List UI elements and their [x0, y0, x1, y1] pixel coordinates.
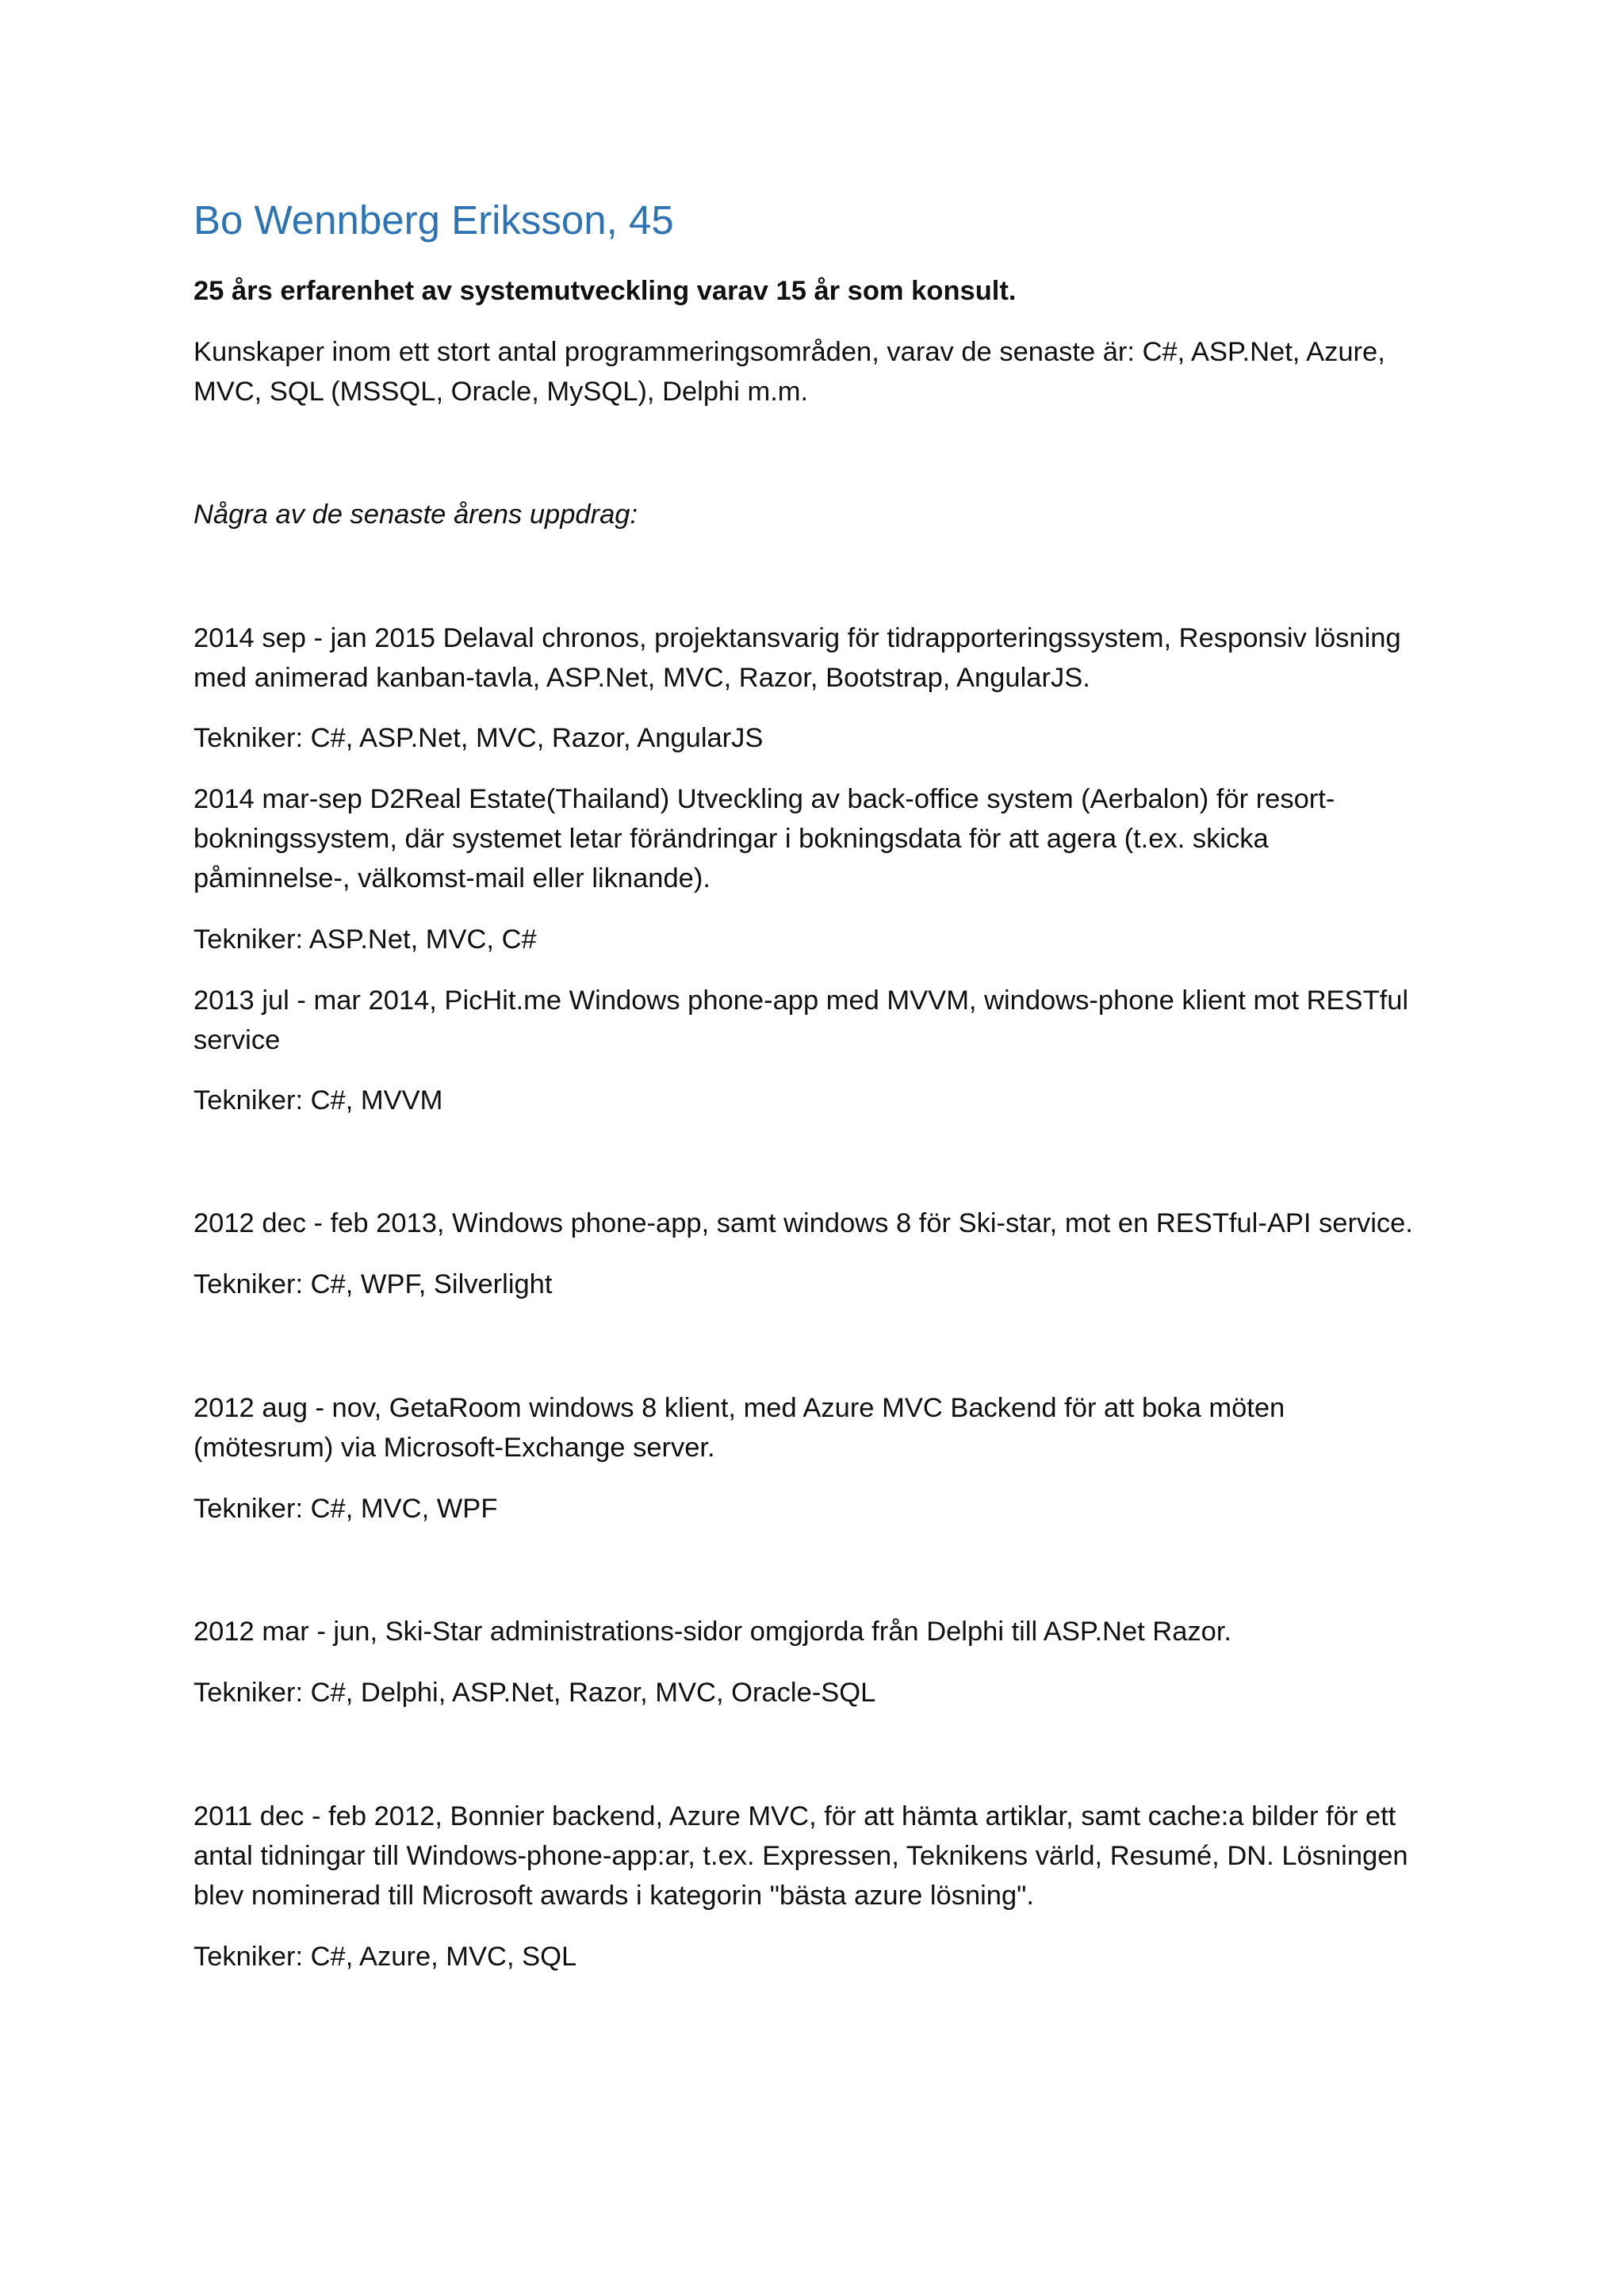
skills-line: MVC, SQL (MSSQL, Oracle, MySQL), Delphi m.m. [193, 377, 809, 407]
assignment-line: antal tidningar till Windows-phone-app:ar, t.ex. Expressen, Teknikens värld, Resumé, DN. Lösningen [193, 1841, 1408, 1871]
assignment-line: med animerad kanban-tavla, ASP.Net, MVC, Razor, Bootstrap, AngularJS. [193, 663, 1090, 693]
assignment-tech: Tekniker: C#, Delphi, ASP.Net, Razor, MVC, Oracle-SQL [193, 1678, 876, 1708]
assignment-tech: Tekniker: C#, MVVM [193, 1085, 443, 1115]
assignment-line: 2012 dec - feb 2013, Windows phone-app, samt windows 8 för Ski-star, mot en RESTful-API service. [193, 1208, 1413, 1238]
assignment-line: 2012 mar - jun, Ski-Star administrations-sidor omgjorda från Delphi till ASP.Net Razor. [193, 1617, 1232, 1647]
assignment-line: 2013 jul - mar 2014, PicHit.me Windows phone-app med MVVM, windows-phone klient mot RESTful [193, 985, 1409, 1016]
skills-line: Kunskaper inom ett stort antal programmeringsområden, varav de senaste är: C#, ASP.Net, Azure, [193, 337, 1385, 367]
assignment-line: (mötesrum) via Microsoft-Exchange server. [193, 1433, 715, 1463]
assignment-line: blev nominerad till Microsoft awards i kategorin "bästa azure lösning". [193, 1881, 1034, 1911]
assignment-line: service [193, 1025, 281, 1055]
assignment-line: påminnelse-, välkomst-mail eller liknande). [193, 863, 710, 894]
assignments-heading: Några av de senaste årens uppdrag: [193, 499, 638, 530]
assignment-tech: Tekniker: ASP.Net, MVC, C# [193, 924, 537, 955]
assignment-line: bokningssystem, där systemet letar förändringar i bokningsdata för att agera (t.ex. skicka [193, 824, 1269, 854]
page-title: Bo Wennberg Eriksson, 45 [193, 197, 674, 243]
assignment-line: 2011 dec - feb 2012, Bonnier backend, Azure MVC, för att hämta artiklar, samt cache:a bilder för ett [193, 1801, 1396, 1831]
assignment-line: 2014 mar-sep D2Real Estate(Thailand) Utveckling av back-office system (Aerbalon) för resort- [193, 784, 1335, 814]
assignment-line: 2014 sep - jan 2015 Delaval chronos, projektansvarig för tidrapporteringssystem, Responsiv lösning [193, 623, 1401, 653]
experience-summary: 25 års erfarenhet av systemutveckling varav 15 år som konsult. [193, 276, 1017, 306]
assignment-tech: Tekniker: C#, WPF, Silverlight [193, 1269, 553, 1299]
assignment-tech: Tekniker: C#, MVC, WPF [193, 1494, 498, 1524]
assignment-line: 2012 aug - nov, GetaRoom windows 8 klient, med Azure MVC Backend för att boka möten [193, 1393, 1285, 1423]
assignment-tech: Tekniker: C#, ASP.Net, MVC, Razor, AngularJS [193, 723, 764, 753]
assignment-tech: Tekniker: C#, Azure, MVC, SQL [193, 1942, 577, 1972]
